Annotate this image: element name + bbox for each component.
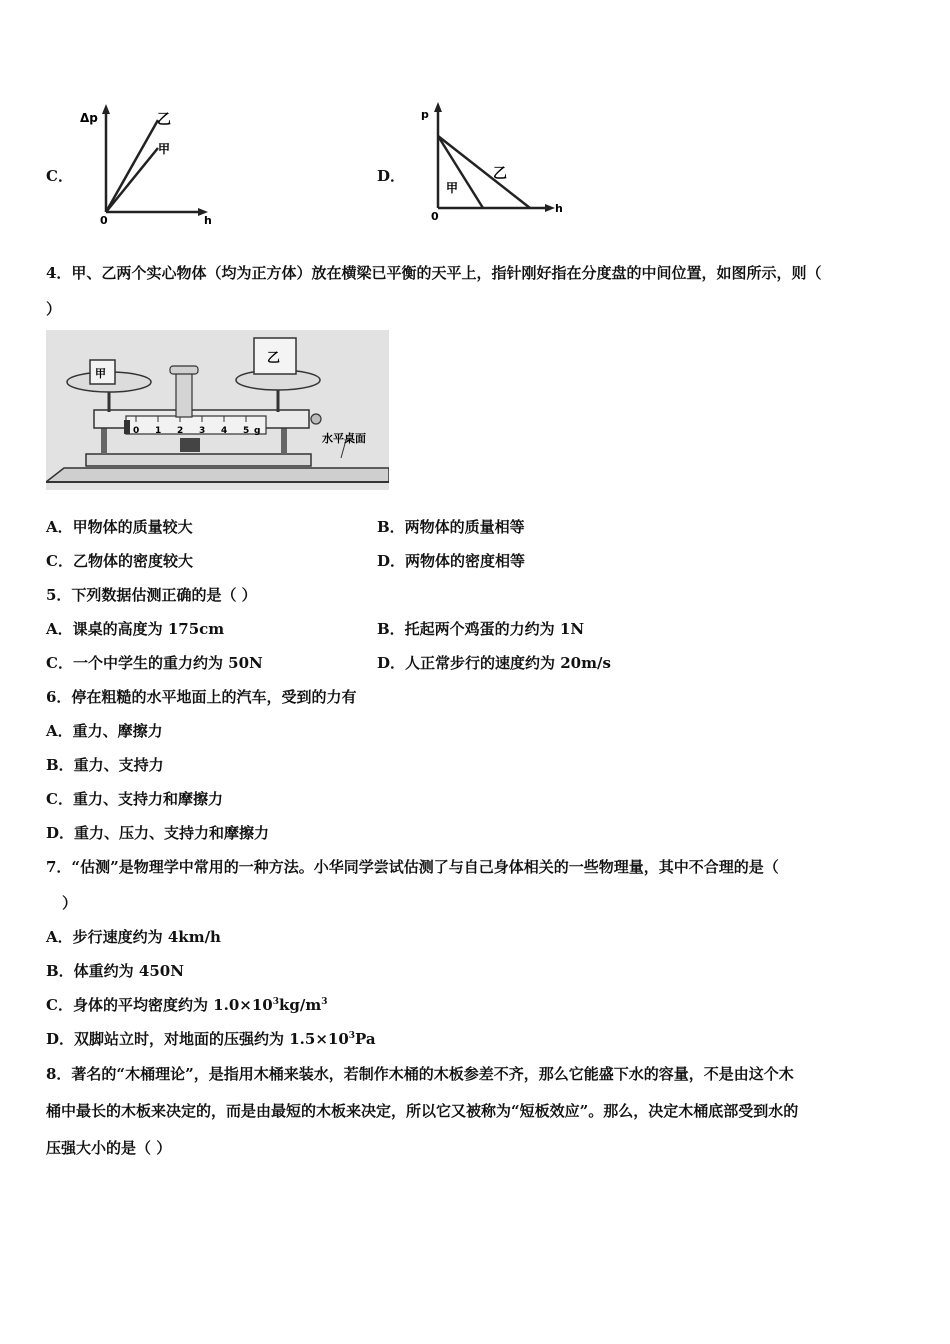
q8-stem-line1: 8．著名的“木桶理论”，是指用木桶来装水，若制作木桶的木板参差不齐，那么它能盛下水的容量，不是由这个木: [46, 1065, 794, 1083]
q8-stem-line2: 桶中最长的木板来决定的，而是由最短的木板来决定，所以它又被称为“短板效应”。那么，决定木桶底部受到水的: [46, 1102, 799, 1120]
q3-graph-d: [415, 100, 570, 225]
q7-option-a: A．步行速度约为 4km/h: [46, 928, 221, 946]
q7-option-c-text: C．身体的平均密度约为 1.0×10: [46, 996, 273, 1014]
q3-d-xaxis-label: h: [555, 202, 563, 215]
q3-d-origin-label: 0: [431, 210, 439, 223]
q4-option-c: C．乙物体的密度较大: [46, 552, 193, 570]
q4-option-a: A．甲物体的质量较大: [46, 518, 193, 536]
q4-option-d: D．两物体的密度相等: [377, 552, 526, 570]
q8-stem-line3: 压强大小的是（ ）: [46, 1139, 172, 1157]
q4-option-b: B．两物体的质量相等: [377, 518, 525, 536]
q3-option-d-label: D．: [377, 167, 406, 185]
q4-figure-left-block: 甲: [95, 367, 106, 380]
q5-option-d: D．人正常步行的速度约为 20m/s: [377, 654, 611, 672]
q3-c-line1-label: 乙: [157, 112, 171, 128]
q3-c-origin-label: 0: [100, 214, 108, 225]
q7-option-c: [46, 994, 327, 1015]
q4-scale-tick-1: 1: [155, 426, 162, 436]
q4-scale-tick-4: 4: [221, 426, 228, 436]
q7-option-b: B．体重约为 450N: [46, 962, 184, 980]
q4-scale-tick-5: 5: [243, 426, 250, 436]
q6-option-d: D．重力、压力、支持力和摩擦力: [46, 824, 270, 842]
q7-option-d-unit: Pa: [355, 1030, 376, 1048]
q4-figure-table-label: 水平桌面: [322, 432, 366, 445]
q3-c-xaxis-label: h: [204, 214, 212, 225]
q6-option-a: A．重力、摩擦力: [46, 722, 163, 740]
q7-option-d-exponent: 3: [348, 1031, 356, 1041]
q4-balance-figure: [46, 330, 389, 490]
q5-stem: 5．下列数据估测正确的是（ ）: [46, 586, 257, 604]
q7-stem-line1: 7．“估测”是物理学中常用的一种方法。小华同学尝试估测了与自己身体相关的一些物理量，其中不合理的是（: [46, 858, 779, 876]
q7-option-d: [46, 1028, 376, 1049]
q4-stem-line1: 4．甲、乙两个实心物体（均为正方体）放在横梁已平衡的天平上，指针刚好指在分度盘的中间位置，如图所示，则（: [46, 264, 822, 282]
q4-scale-tick-2: 2: [177, 426, 184, 436]
q5-option-b: B．托起两个鸡蛋的力约为 1N: [377, 620, 585, 638]
q7-option-d-text: D．双脚站立时，对地面的压强约为 1.5×10: [46, 1030, 349, 1048]
q7-option-c-unit: kg/m: [278, 996, 322, 1014]
q3-c-line2-label: 甲: [158, 142, 171, 156]
q3-graph-c: [78, 100, 218, 225]
q4-figure-right-block: 乙: [267, 351, 281, 366]
q3-c-yaxis-label: Δp: [80, 111, 98, 125]
q4-scale-tick-unit: g: [254, 426, 261, 436]
q6-option-b: B．重力、支持力: [46, 756, 164, 774]
q4-stem-line2: ）: [46, 300, 62, 318]
q3-d-line1-label: 乙: [493, 166, 507, 182]
q3-option-c-label: C．: [46, 167, 73, 185]
q3-d-yaxis-label: p: [421, 108, 429, 121]
q7-option-c-unit-exponent: 3: [321, 997, 328, 1007]
q4-scale-tick-3: 3: [199, 426, 206, 436]
q6-option-c: C．重力、支持力和摩擦力: [46, 790, 223, 808]
q7-option-c-exponent: 3: [272, 997, 279, 1007]
q5-option-a: A．课桌的高度为 175cm: [46, 620, 225, 638]
q6-stem: 6．停在粗糙的水平地面上的汽车，受到的力有: [46, 688, 357, 706]
q3-d-line2-label: 甲: [446, 181, 459, 195]
q5-option-c: C．一个中学生的重力约为 50N: [46, 654, 263, 672]
q7-stem-line2: ）: [62, 894, 78, 912]
q4-scale-tick-0: 0: [133, 426, 140, 436]
